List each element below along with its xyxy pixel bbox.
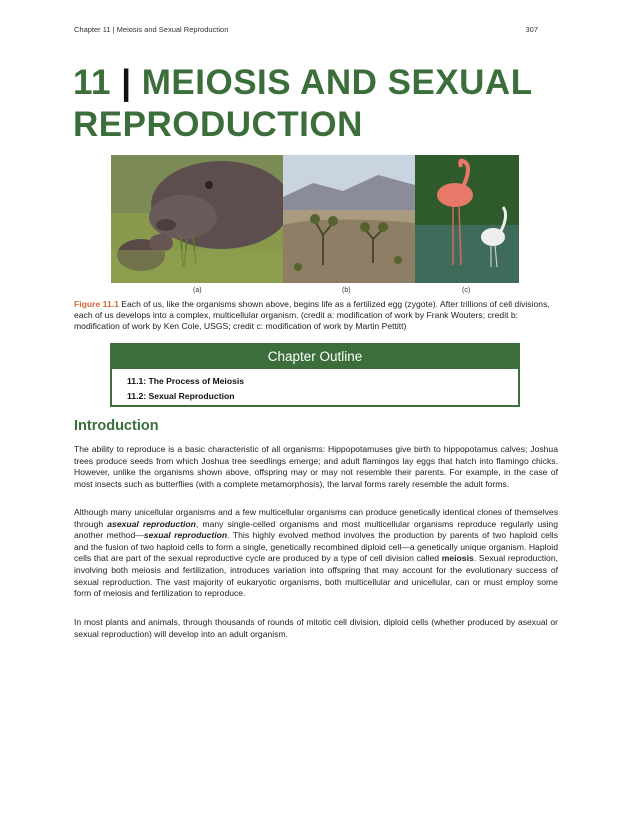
p2-text-a: Although many unicellular organisms and a few multicellular organisms can produce genetically identical clones of themselves through: [74, 507, 558, 529]
flamingo-photo: [415, 155, 519, 283]
chapter-outline-heading: Chapter Outline: [112, 345, 518, 369]
p2-text-b: , many single-celled organisms and most multicellular organisms reproduce regularly using another method—: [74, 518, 558, 541]
keyword-sexual-reproduction: sexual reproduction: [143, 530, 228, 541]
intro-paragraph-1: The ability to reproduce is a basic characteristic of all organisms: Hippopotamuses give birth to hippopotamus calves; Joshua trees produce seeds from which Joshua tree seedlings emerge; and adult flamingos lay eggs that hatch into flamingo chicks. However, unlike the organisms shown above, offspring may or may not resemble their parents. For example, in the case of most insects such as butterflies (with a complete metamorphosis), the larval forms rarely resemble the adult forms.: [74, 444, 558, 489]
figure-11-1: [111, 155, 519, 283]
keyword-meiosis: meiosis: [441, 553, 474, 564]
page-number: 307: [525, 25, 538, 34]
p2-text-d: . Sexual reproduction, involving both meiosis and fertilization, introduces variation into offspring that may account for the evolutionary success of sexual reproduction. The vast majority of eukaryotic organisms, both multicellular and unicellular, can or must employ some form of meiosis and fertilization to reproduce.: [74, 553, 558, 599]
p2-text-c: . This highly evolved method involves the production by parents of two haploid cells and the fusion of two haploid cells to form a single, genetically recombined diploid cell—a genetically unique organism. Haploid cells that are part of the sexual reproductive cycle are produced by a type of cell division called: [74, 530, 559, 564]
figure-label: Figure 11.1: [74, 299, 119, 309]
intro-paragraph-3: In most plants and animals, through thousands of rounds of mitotic cell division, diploid cells (whether produced by asexual or sexual reproduction) will develop into an adult organism.: [74, 617, 558, 639]
panel-label-a: (a): [193, 287, 202, 294]
keyword-asexual-reproduction: asexual reproduction: [107, 518, 196, 529]
hippopotamus-photo: [111, 155, 283, 283]
outline-item-11-2[interactable]: 11.2: Sexual Reproduction: [127, 391, 235, 401]
chapter-outline: [110, 343, 520, 407]
chapter-title-line1: MEIOSIS AND SEXUAL: [141, 63, 533, 102]
joshua-tree-photo: [283, 155, 415, 283]
figure-panel-labels: [111, 287, 519, 297]
running-header: [74, 25, 538, 34]
panel-label-c: (c): [462, 287, 471, 294]
introduction-heading: Introduction: [74, 418, 159, 434]
intro-paragraph-2: [74, 507, 558, 600]
chapter-number: 11: [73, 63, 111, 102]
panel-label-b: (b): [342, 287, 351, 294]
outline-item-11-1[interactable]: 11.1: The Process of Meiosis: [127, 376, 245, 386]
figure-caption-text: Each of us, like the organisms shown above, begins life as a fertilized egg (zygote). After trillions of cell divisions, each of us develops into a complex, multicellular organism. (credit a: modification of work by Frank Wouters; credit b: modification of work by Ken Cole, USGS; credit c: modification of work by Martin Pettitt): [74, 299, 550, 332]
running-header-chapter: Chapter 11 | Meiosis and Sexual Reproduction: [74, 25, 229, 34]
chapter-title-line2: REPRODUCTION: [73, 105, 363, 144]
title-separator: |: [121, 63, 132, 102]
figure-caption: [74, 299, 558, 333]
chapter-title: [73, 62, 553, 146]
